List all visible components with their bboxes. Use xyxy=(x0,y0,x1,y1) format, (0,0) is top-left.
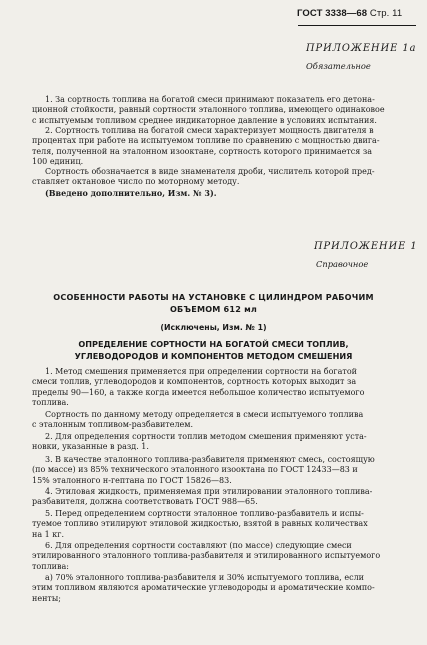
paragraph-1 xyxy=(32,367,404,408)
appendix-1a-title: ПРИЛОЖЕНИЕ 1а xyxy=(306,43,417,54)
text-line: с испытуемым топливом среднее индикаторное давление в условиях испытания. xyxy=(32,115,377,125)
text-line: 2. Сортность топлива на богатой смеси характеризует мощность двигателя в xyxy=(45,126,374,135)
main-title-line: ОСОБЕННОСТИ РАБОТЫ НА УСТАНОВКЕ С ЦИЛИНДРОМ РАБОЧИМ xyxy=(53,292,374,302)
standard-number: ГОСТ 3338—68 xyxy=(297,8,368,19)
text-line: этилированного эталонного топлива-разбавителя и этилированного испытуемого xyxy=(32,551,381,561)
text-line: 4. Этиловая жидкость, применяемая при этилировании эталонного топлива- xyxy=(45,487,373,496)
appendix-1a-paragraph-2 xyxy=(32,126,404,167)
paragraph-6 xyxy=(32,541,404,572)
paragraph-5 xyxy=(32,509,404,540)
appendix-1a-note xyxy=(32,188,404,198)
main-title xyxy=(20,291,407,315)
text-line: (по массе) из 85% технического эталонного изооктана по ГОСТ 12433—83 и xyxy=(32,465,358,475)
text-line: Сортность по данному методу определяется в смеси испытуемого топлива xyxy=(45,410,364,419)
text-line: 15% эталонного н-гептана по ГОСТ 15826—83. xyxy=(32,475,232,485)
subtitle-line: ОПРЕДЕЛЕНИЕ СОРТНОСТИ НА БОГАТОЙ СМЕСИ ТОПЛИВ, xyxy=(78,339,349,349)
text-line: ционной стойкости, равный сортности эталонного топлива, имеющего одинаковое xyxy=(32,105,385,115)
paragraph-6a xyxy=(32,573,404,604)
subtitle-line: УГЛЕВОДОРОДОВ И КОМПОНЕНТОВ МЕТОДОМ СМЕШЕНИЯ xyxy=(74,351,353,362)
appendix-1-status: Справочное xyxy=(316,259,369,269)
text-line: туемое топливо этилируют этиловой жидкостью, взятой в равных количествах xyxy=(32,519,368,529)
text-line: теля, полученной на эталонном изооктане, сортность которого принимается за xyxy=(32,146,372,156)
text-line: этим топливом являются ароматические углеводороды и ароматические компо- xyxy=(32,583,375,593)
page-number: Стр. 11 xyxy=(369,8,403,19)
appendix-1a-paragraph-3 xyxy=(32,167,404,188)
text-line: ставляет октановое число по моторному методу. xyxy=(32,177,240,187)
paragraph-1b xyxy=(32,410,404,431)
text-line: топлива. xyxy=(32,397,69,407)
text-line: ненты; xyxy=(32,593,61,603)
appendix-1a-status: Обязательное xyxy=(306,61,371,71)
paragraph-2 xyxy=(32,432,404,453)
page-header xyxy=(297,8,417,19)
text-line: 6. Для определения сортности составляют (по массе) следующие смеси xyxy=(45,541,352,550)
appendix-1a-paragraph-1 xyxy=(32,95,404,126)
text-line: 2. Для определения сортности топлив методом смешения применяют уста- xyxy=(45,432,367,441)
text-line: процентах при работе на испытуемом топливе по сравнению с мощностью двига- xyxy=(32,136,380,146)
text-line: разбавителя, должна соответствовать ГОСТ 988—65. xyxy=(32,497,258,507)
text-line: пределы 90—160, а также когда имеется небольшое количество испытуемого xyxy=(32,387,365,397)
text-line: смеси топлив, углеводородов и компонентов, сортность которых выходит за xyxy=(32,377,357,387)
appendix-1-title: ПРИЛОЖЕНИЕ 1 xyxy=(314,241,418,252)
text-line: на 1 кг. xyxy=(32,529,65,539)
main-title-line: ОБЪЕМОМ 612 мл xyxy=(169,304,258,315)
paragraph-3 xyxy=(32,455,404,486)
section-subtitle xyxy=(20,338,407,362)
text-line: топлива: xyxy=(32,561,69,571)
text-line: 1. Метод смешения применяется при определении сортности на богатой xyxy=(45,367,357,376)
text-line: а) 70% эталонного топлива-разбавителя и 30% испытуемого топлива, если xyxy=(45,573,364,582)
text-line: новки, указанные в разд. 1. xyxy=(32,442,149,452)
text-line: с эталонным топливом-разбавителем. xyxy=(32,420,194,430)
amendment-note: (Введено дополнительно, Изм. № 3). xyxy=(45,188,217,198)
excluded-note: (Исключены, Изм. № 1) xyxy=(160,323,267,332)
text-line: 1. За сортность топлива на богатой смеси принимают показатель его детона- xyxy=(45,95,375,104)
header-rule xyxy=(298,25,416,26)
paragraph-4 xyxy=(32,487,404,508)
text-line: 100 единиц. xyxy=(32,156,84,166)
text-line: Сортность обозначается в виде знаменателя дроби, числитель которой пред- xyxy=(45,167,375,176)
text-line: 5. Перед определением сортности эталонное топливо-разбавитель и испы- xyxy=(45,509,364,518)
text-line: 3. В качестве эталонного топлива-разбавителя применяют смесь, состоящую xyxy=(45,455,375,464)
